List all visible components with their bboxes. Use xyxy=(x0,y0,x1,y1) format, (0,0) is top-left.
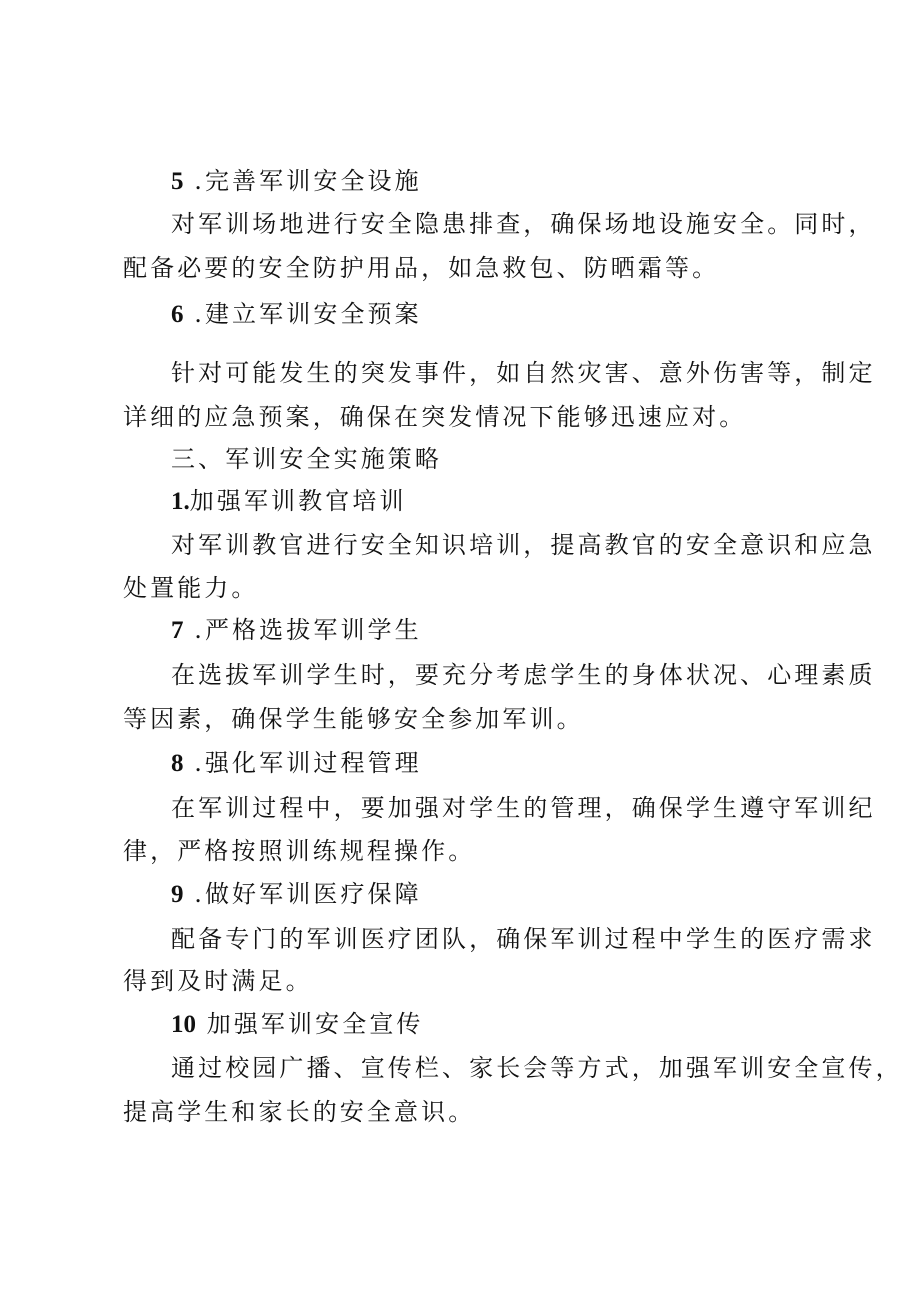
paragraph-line: 律，严格按照训练规程操作。 xyxy=(123,837,476,865)
paragraph-line: 通过校园广播、宣传栏、家长会等方式，加强军训安全宣传， xyxy=(171,1054,903,1082)
paragraph-line: 详细的应急预案，确保在突发情况下能够迅速应对。 xyxy=(123,403,747,431)
paragraph-line: 配备必要的安全防护用品，如急救包、防晒霜等。 xyxy=(123,254,720,282)
heading-8 xyxy=(171,748,422,779)
heading-text: .完善军训安全设施 xyxy=(183,167,422,195)
heading-9 xyxy=(171,879,422,910)
paragraph-line: 对军训场地进行安全隐患排查，确保场地设施安全。同时， xyxy=(171,210,876,238)
heading-text: .强化军训过程管理 xyxy=(183,749,422,777)
heading-text: .建立军训安全预案 xyxy=(183,300,422,328)
heading-number: 10 xyxy=(171,1011,196,1038)
paragraph-line: 对军训教官进行安全知识培训，提高教官的安全意识和应急 xyxy=(171,531,876,559)
heading-10 xyxy=(171,1009,424,1040)
heading-text: .严格选拔军训学生 xyxy=(183,616,422,644)
heading-text: 加强军训教官培训 xyxy=(189,487,407,515)
heading-6 xyxy=(171,299,422,330)
paragraph-line: 在选拔军训学生时，要充分考虑学生的身体状况、心理素质 xyxy=(171,661,876,689)
section-title: 三、军训安全实施策略 xyxy=(171,445,442,473)
heading-text: .做好军训医疗保障 xyxy=(183,880,422,908)
paragraph-line: 提高学生和家长的安全意识。 xyxy=(123,1098,476,1126)
heading-number: 9 xyxy=(171,881,184,908)
paragraph-line: 配备专门的军训医疗团队，确保军训过程中学生的医疗需求 xyxy=(171,925,876,953)
paragraph-line: 等因素，确保学生能够安全参加军训。 xyxy=(123,705,584,733)
heading-7 xyxy=(171,615,422,646)
paragraph-line: 针对可能发生的突发事件，如自然灾害、意外伤害等，制定 xyxy=(171,359,876,387)
heading-1 xyxy=(171,486,407,517)
heading-5 xyxy=(171,166,422,197)
heading-number: 5 xyxy=(171,168,184,195)
paragraph-line: 得到及时满足。 xyxy=(123,967,313,995)
heading-text: 加强军训安全宣传 xyxy=(196,1010,424,1038)
heading-number: 7 xyxy=(171,617,184,644)
heading-number: 8 xyxy=(171,750,184,777)
heading-number: 1. xyxy=(171,488,190,515)
paragraph-line: 处置能力。 xyxy=(123,574,259,602)
paragraph-line: 在军训过程中，要加强对学生的管理，确保学生遵守军训纪 xyxy=(171,794,876,822)
heading-number: 6 xyxy=(171,301,184,328)
